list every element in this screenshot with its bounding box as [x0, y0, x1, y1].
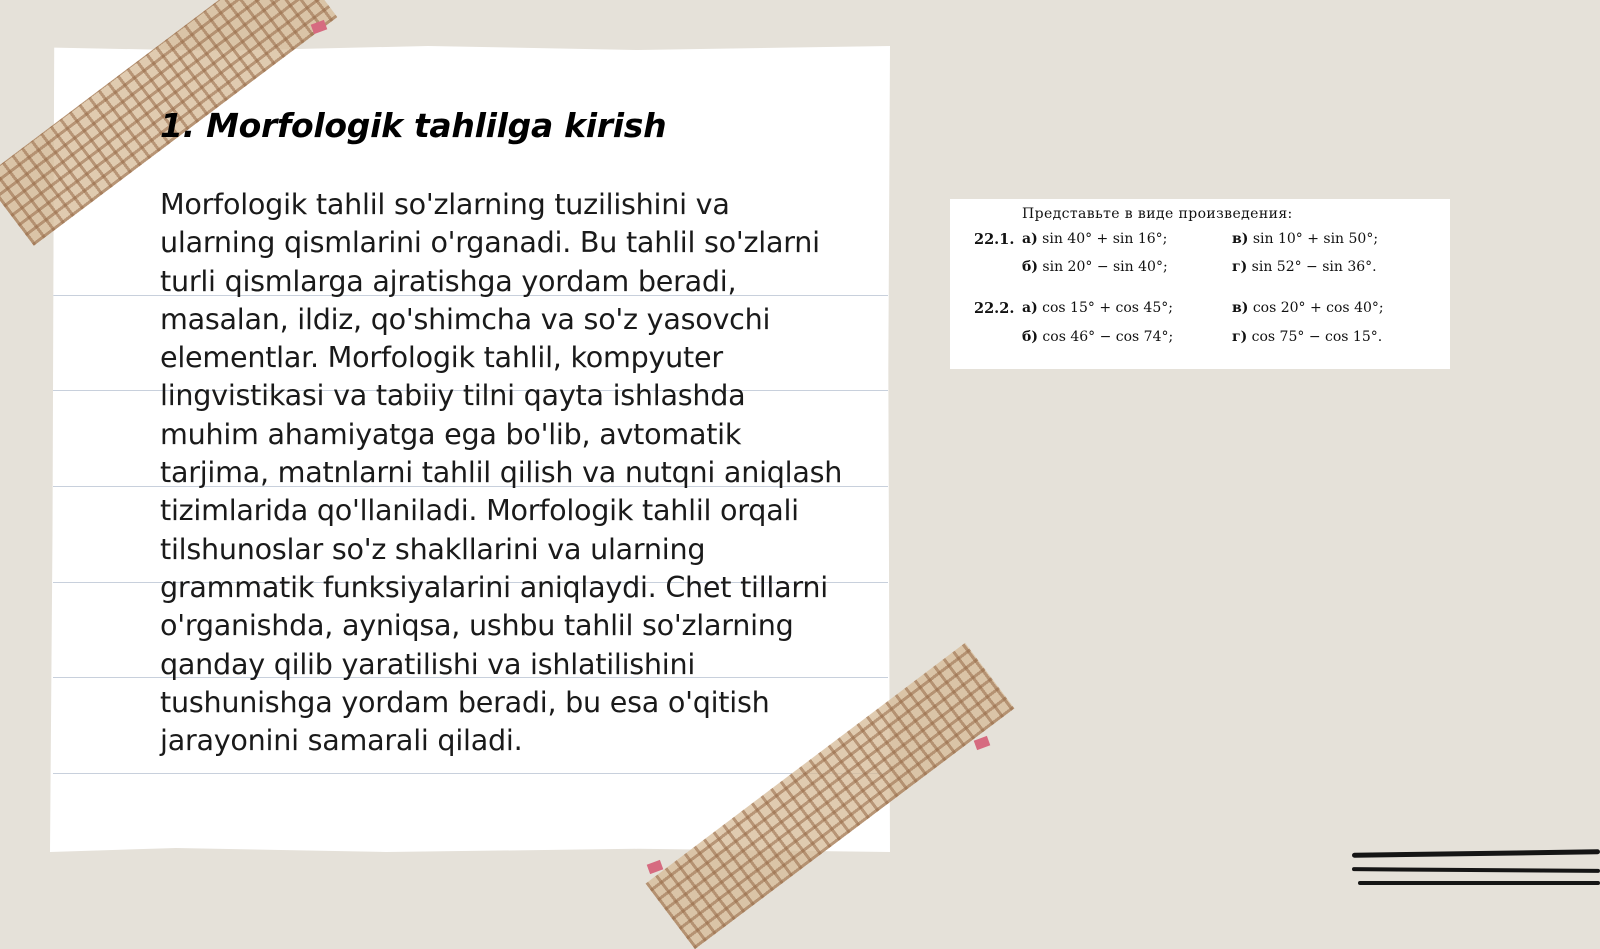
- item-label: б): [1022, 259, 1038, 275]
- item-expression: sin 10° + sin 50°;: [1252, 231, 1379, 247]
- item-expression: cos 75° − cos 15°.: [1251, 329, 1383, 345]
- slide-title: 1. Morfologik tahlilga kirish: [160, 106, 667, 145]
- tape-tip: [974, 736, 991, 750]
- math-problems-image: [950, 199, 1450, 369]
- item-label: г): [1232, 259, 1248, 275]
- item-label: в): [1232, 300, 1249, 316]
- rule-line: [53, 773, 888, 774]
- item-label: б): [1022, 329, 1038, 345]
- problem-item: [1232, 329, 1382, 345]
- problem-item: [1022, 231, 1167, 247]
- item-expression: cos 20° + cos 40°;: [1252, 300, 1384, 316]
- decorative-stroke: [1358, 881, 1600, 885]
- item-label: г): [1232, 329, 1248, 345]
- item-expression: sin 20° − sin 40°;: [1042, 259, 1168, 275]
- decorative-stroke: [1352, 867, 1600, 873]
- item-label: а): [1022, 300, 1038, 316]
- math-heading: Представьте в виде произведения:: [1022, 206, 1293, 222]
- decorative-stroke: [1352, 849, 1600, 857]
- problem-item: [1022, 329, 1173, 345]
- item-expression: cos 46° − cos 74°;: [1042, 329, 1174, 345]
- problem-item: [1232, 259, 1377, 275]
- problem-item: [1232, 231, 1378, 247]
- item-expression: sin 52° − sin 36°.: [1251, 259, 1377, 275]
- slide-body-text: Morfologik tahlil so'zlarning tuzilishini va ularning qismlarini o'rganadi. Bu tahlil so'zlarni turli qismlarga ajratishga yordam beradi, masalan, ildiz, qo'shimcha va so'z yasovchi elementlar. Morfologik tahlil, kompyuter lingvistikasi va tabiiy tilni qayta ishlashda muhim ahamiyatga ega bo'lib, avtomatik tarjima, matnlarni tahlil qilish va nutqni aniqlash tizimlarida qo'llaniladi. Morfologik tahlil orqali tilshunoslar so'z shakllarini va ularning grammatik funksiyalarini aniqlaydi. Chet tillarni o'rganishda, ayniqsa, ushbu tahlil so'zlarning qanday qilib yaratilishi va ishlatilishini tushunishga yordam beradi, bu esa o'qitish jarayonini samarali qiladi.: [160, 187, 843, 758]
- problem-item: [1232, 300, 1384, 316]
- problem-number: 22.1.: [974, 231, 1015, 248]
- problem-item: [1022, 300, 1173, 316]
- item-expression: cos 15° + cos 45°;: [1042, 300, 1173, 316]
- item-expression: sin 40° + sin 16°;: [1042, 231, 1168, 247]
- problem-number: 22.2.: [974, 300, 1015, 317]
- item-label: а): [1022, 231, 1038, 247]
- problem-item: [1022, 259, 1168, 275]
- item-label: в): [1232, 231, 1249, 247]
